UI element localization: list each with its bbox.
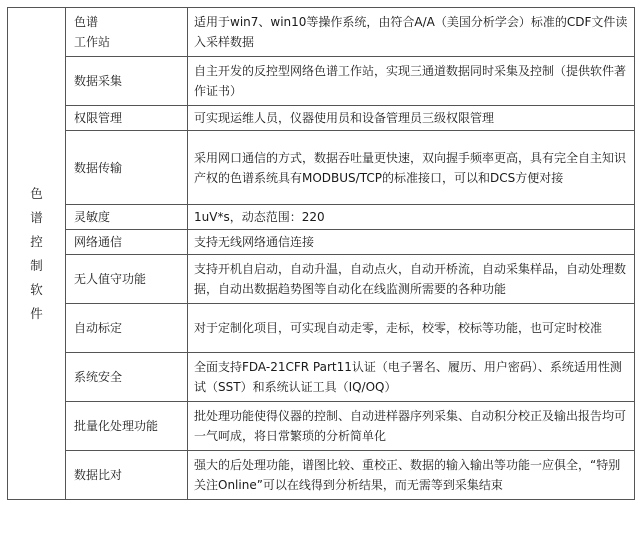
feature-name: 数据比对 — [66, 451, 188, 500]
category-char: 件 — [30, 305, 43, 321]
table-row — [8, 353, 635, 402]
category-char: 谱 — [30, 209, 43, 225]
table-row — [8, 230, 635, 255]
feature-name: 权限管理 — [66, 106, 188, 131]
category-char: 控 — [30, 233, 43, 249]
table-row — [8, 106, 635, 131]
feature-desc: 全面支持FDA-21CFR Part11认证（电子署名、履历、用户密码）、系统适用性测试（SST）和系统认证工具（IQ/OQ） — [188, 353, 635, 402]
feature-name: 无人值守功能 — [66, 255, 188, 304]
feature-desc: 适用于win7、win10等操作系统，由符合A/A（美国分析学会）标准的CDF文件读入采样数据 — [188, 8, 635, 57]
table-row — [8, 205, 635, 230]
feature-name: 系统安全 — [66, 353, 188, 402]
category-cell — [8, 8, 66, 500]
feature-name: 数据传输 — [66, 131, 188, 205]
table-row — [8, 304, 635, 353]
feature-name: 网络通信 — [66, 230, 188, 255]
category-char: 制 — [30, 257, 43, 273]
category-char: 软 — [30, 281, 43, 297]
feature-name: 批量化处理功能 — [66, 402, 188, 451]
feature-desc: 1uV*s，动态范围：220 — [188, 205, 635, 230]
feature-name: 自动标定 — [66, 304, 188, 353]
spec-table — [7, 7, 635, 500]
table-row — [8, 8, 635, 57]
feature-name: 数据采集 — [66, 57, 188, 106]
feature-desc: 自主开发的反控型网络色谱工作站，实现三通道数据同时采集及控制（提供软件著作证书） — [188, 57, 635, 106]
table-row — [8, 57, 635, 106]
feature-desc: 对于定制化项目，可实现自动走零，走标，校零，校标等功能，也可定时校准 — [188, 304, 635, 353]
feature-desc: 支持无线网络通信连接 — [188, 230, 635, 255]
table-row — [8, 402, 635, 451]
feature-desc: 批处理功能使得仪器的控制、自动进样器序列采集、自动积分校正及输出报告均可一气呵成，将日常繁琐的分析简单化 — [188, 402, 635, 451]
feature-desc: 支持开机自启动，自动升温，自动点火，自动开桥流，自动采集样品，自动处理数据，自动出数据趋势图等自动化在线监测所需要的各种功能 — [188, 255, 635, 304]
category-char: 色 — [30, 185, 43, 201]
feature-desc: 采用网口通信的方式，数据吞吐量更快速，双向握手频率更高，具有完全自主知识产权的色谱系统具有MODBUS/TCP的标准接口，可以和DCS方便对接 — [188, 131, 635, 205]
feature-desc: 强大的后处理功能，谱图比较、重校正、数据的输入输出等功能一应俱全，“特别关注Online”可以在线得到分析结果，而无需等到采集结束 — [188, 451, 635, 500]
feature-name: 色谱 工作站 — [66, 8, 188, 57]
table-row — [8, 255, 635, 304]
table-row — [8, 131, 635, 205]
feature-desc: 可实现运维人员，仪器使用员和设备管理员三级权限管理 — [188, 106, 635, 131]
feature-name: 灵敏度 — [66, 205, 188, 230]
table-row — [8, 451, 635, 500]
